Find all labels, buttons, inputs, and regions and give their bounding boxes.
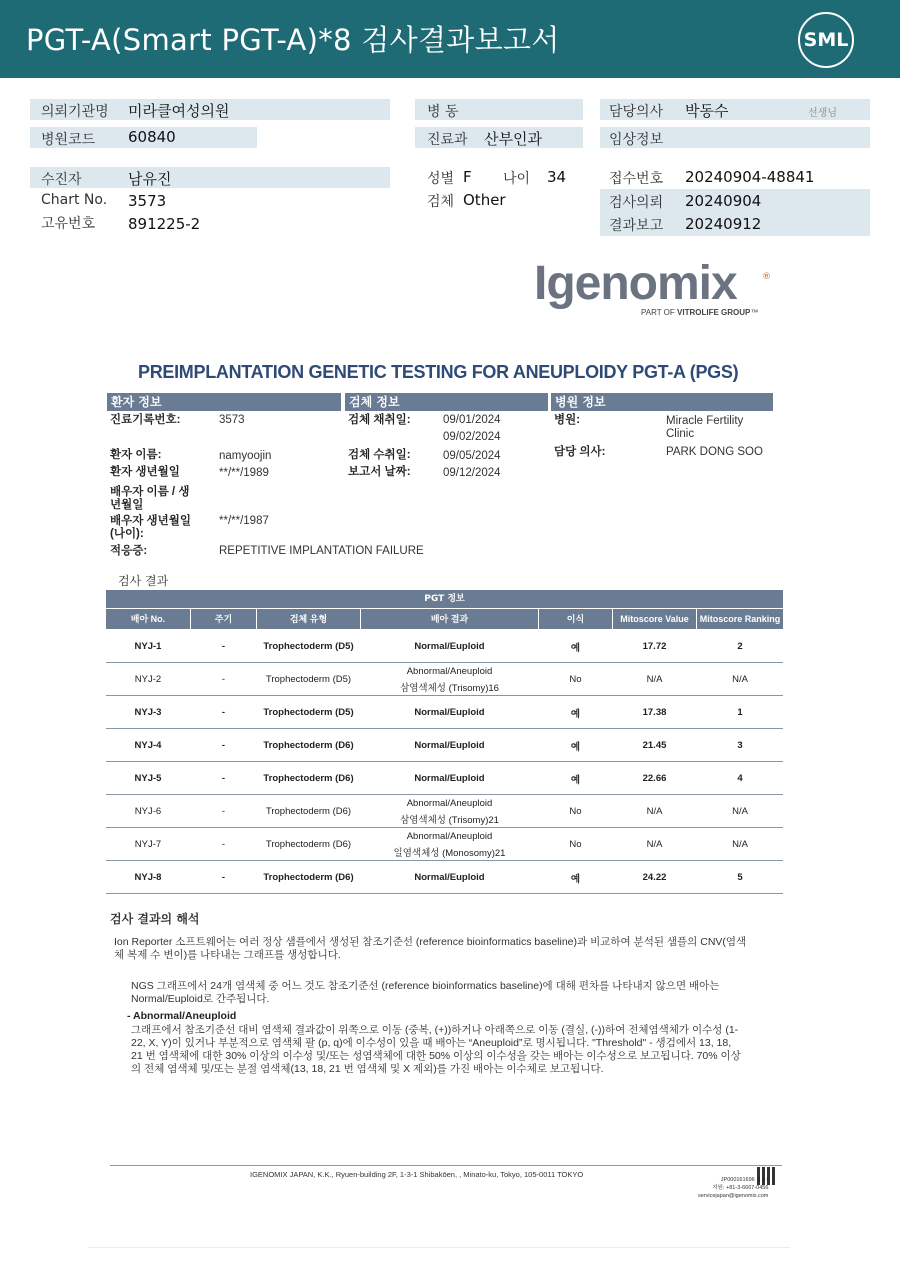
table-cell-transfer — [539, 861, 612, 894]
table-cell-type — [257, 729, 360, 762]
igenomix-reg-mark: ® — [762, 272, 771, 282]
patient-bar — [30, 167, 390, 188]
partner-dob-value: **/**/1987 — [219, 515, 269, 527]
institution-label: 의뢰기관명 — [41, 104, 109, 120]
collection-date-label: 검체 채취일: — [348, 414, 411, 426]
patient-name-label: 환자 이름: — [110, 449, 162, 461]
table-cell-transfer — [539, 696, 612, 729]
igenomix-subtitle — [641, 308, 758, 317]
table-cell-type — [257, 630, 360, 663]
table-row — [106, 828, 783, 861]
table-cell-value — [613, 630, 696, 663]
patient-label: 수진자 — [41, 172, 82, 188]
chart-no-label: Chart No. — [41, 192, 108, 208]
column-header: 배아 결과 — [361, 609, 538, 629]
medical-record-value: 3573 — [219, 414, 245, 426]
cell-text: N/A — [732, 674, 748, 685]
cell-text: - — [221, 773, 226, 784]
collection-date-value-1: 09/01/2024 — [443, 414, 501, 426]
dept-label: 진료과 — [427, 132, 468, 148]
interpretation-title: 검사 결과의 해석 — [110, 912, 200, 926]
cell-text: Normal/Euploid — [414, 707, 485, 718]
cell-text: Normal/Euploid — [414, 872, 485, 883]
page-title: PGT-A(Smart PGT-A)*8 검사결과보고서 — [26, 23, 560, 57]
cell-text: - — [221, 707, 226, 718]
patient-dob-value: **/**/1989 — [219, 467, 269, 479]
aneuploid-heading: - Abnormal/Aneuploid — [127, 1010, 237, 1022]
igenomix-sub-brand: VITROLIFE GROUP — [677, 308, 751, 317]
column-header: Mitoscore Value — [613, 609, 696, 629]
age-value: 34 — [547, 168, 567, 186]
sex-label: 성별 — [427, 171, 455, 187]
received-date-label: 검체 수취일: — [348, 449, 411, 461]
specimen-label: 검체 — [427, 194, 455, 210]
table-cell-cycle — [191, 696, 256, 729]
cell-text: Normal/Euploid — [414, 641, 485, 652]
hospital-value-1: Miracle Fertility — [666, 415, 744, 427]
collection-date-value-2: 09/02/2024 — [443, 431, 501, 443]
section-hospital-info: 병원 정보 — [551, 393, 773, 411]
cell-text: Abnormal/Aneuploid — [406, 797, 493, 809]
partner-name-label: 배우자 이름 / 생년월일 — [110, 486, 190, 511]
cell-text: 예 — [570, 642, 581, 654]
cell-text: N/A — [646, 806, 663, 817]
physician-label: 담당 의사: — [554, 446, 606, 458]
table-row — [106, 729, 783, 762]
cell-text: 5 — [737, 872, 743, 883]
cell-subtext: 삼염색체성 (Trisomy)16 — [400, 682, 499, 694]
cell-text: Trophectoderm (D6) — [265, 806, 352, 817]
cell-text: 예 — [570, 873, 581, 885]
table-cell-cycle — [191, 795, 256, 828]
table-cell-no — [106, 762, 190, 795]
report-date-value-en: 09/12/2024 — [443, 467, 501, 479]
cell-text: Trophectoderm (D5) — [263, 707, 354, 718]
footer-doc-id: JP000161696 — [720, 1177, 755, 1183]
table-cell-rank — [697, 861, 783, 894]
request-value: 20240904 — [685, 192, 762, 210]
table-cell-value — [613, 729, 696, 762]
table-cell-cycle — [191, 762, 256, 795]
table-cell-type — [257, 762, 360, 795]
cell-text: 예 — [570, 708, 581, 720]
table-cell-value — [613, 795, 696, 828]
table-cell-transfer — [539, 762, 612, 795]
table-cell-no — [106, 861, 190, 894]
receipt-value: 20240904-48841 — [685, 168, 815, 186]
request-label: 검사의뢰 — [609, 195, 664, 211]
table-cell-no — [106, 663, 190, 696]
cell-text: 2 — [737, 641, 743, 652]
sml-logo-text: SML — [803, 29, 849, 51]
table-cell-result — [361, 795, 538, 828]
report-date-value: 20240912 — [685, 215, 762, 233]
cell-text: 3 — [737, 740, 743, 751]
cell-text: 24.22 — [642, 872, 667, 883]
table-cell-transfer — [539, 795, 612, 828]
sml-logo — [798, 12, 854, 68]
cell-text: 17.72 — [642, 641, 667, 652]
table-cell-no — [106, 795, 190, 828]
patient-name-value: namyoojin — [219, 450, 272, 462]
hospital-code-label: 병원코드 — [41, 132, 96, 148]
hospital-value-2: Clinic — [666, 428, 695, 440]
doctor-value: 박동수 — [685, 102, 729, 120]
table-cell-transfer — [539, 663, 612, 696]
cell-text: Trophectoderm (D5) — [263, 641, 354, 652]
cell-text: Normal/Euploid — [414, 740, 485, 751]
column-header: Mitoscore Ranking — [697, 609, 783, 629]
table-cell-cycle — [191, 663, 256, 696]
column-header: 주기 — [191, 609, 256, 629]
doctor-label: 담당의사 — [609, 104, 664, 120]
cell-text: NYJ-6 — [134, 806, 162, 817]
cell-text: No — [569, 674, 582, 685]
table-cell-result — [361, 861, 538, 894]
table-cell-no — [106, 696, 190, 729]
hospital-label: 병원: — [554, 414, 581, 426]
table-cell-rank — [697, 696, 783, 729]
cell-text: Trophectoderm (D6) — [263, 740, 354, 751]
table-cell-rank — [697, 729, 783, 762]
cell-text: No — [569, 806, 582, 817]
table-cell-transfer — [539, 828, 612, 861]
results-label: 검사 결과 — [118, 574, 169, 588]
table-cell-type — [257, 795, 360, 828]
table-cell-type — [257, 828, 360, 861]
interpretation-paragraph-1: Ion Reporter 소프트웨어는 여러 정상 샘플에서 생성된 참조기준선 (reference bioinformatics baseline)과 비교하여 분석된 샘플의 CNV(염색체 복제 수 변이)를 나타내는 그래프를 생성합니다. — [114, 936, 747, 961]
table-cell-transfer — [539, 729, 612, 762]
cell-text: 1 — [737, 707, 743, 718]
institution-value: 미라클여성의원 — [128, 102, 230, 120]
footer-phone: 지원: +81-3-6667-0456 — [712, 1185, 769, 1191]
section-specimen-info: 검체 정보 — [345, 393, 548, 411]
sex-value: F — [463, 168, 472, 186]
received-date-value: 09/05/2024 — [443, 450, 501, 462]
cell-text: Trophectoderm (D5) — [265, 674, 352, 685]
column-header: 배아 No. — [106, 609, 190, 629]
cell-text: 21.45 — [642, 740, 667, 751]
cell-text: Abnormal/Aneuploid — [406, 665, 493, 677]
cell-text: NYJ-2 — [134, 674, 162, 685]
cell-text: NYJ-5 — [134, 773, 162, 784]
table-cell-result — [361, 729, 538, 762]
cell-text: NYJ-3 — [134, 707, 162, 718]
table-cell-result — [361, 762, 538, 795]
table-cell-rank — [697, 828, 783, 861]
partner-dob-label: 배우자 생년월일 (나이): — [110, 515, 191, 540]
cell-text: N/A — [732, 839, 748, 850]
cell-text: N/A — [646, 674, 663, 685]
cell-text: - — [221, 674, 226, 685]
table-cell-value — [613, 696, 696, 729]
hospital-code-value: 60840 — [128, 128, 176, 146]
igenomix-sub-tm: ™ — [750, 308, 759, 317]
cell-text: 예 — [570, 741, 581, 753]
table-cell-rank — [697, 663, 783, 696]
cell-text: 예 — [570, 774, 581, 786]
cell-text: - — [221, 740, 226, 751]
dept-value: 산부인과 — [484, 130, 542, 148]
table-row — [106, 861, 783, 894]
table-cell-cycle — [191, 861, 256, 894]
cell-text: Trophectoderm (D6) — [263, 872, 354, 883]
igenomix-logo: Igenomix — [534, 257, 737, 310]
page-bottom-line — [88, 1247, 790, 1248]
table-row — [106, 795, 783, 828]
column-header: 이식 — [539, 609, 612, 629]
footer-address: IGENOMIX JAPAN, K.K., Ryuen-building 2F, 1-3-1 Shibakōen, , Minato-ku, Tokyo, 105-0011 TOKYO — [250, 1170, 584, 1179]
qr-code-icon — [757, 1167, 775, 1185]
cell-subtext: 일염색체성 (Monosomy)21 — [393, 847, 506, 859]
footer-divider — [110, 1165, 782, 1166]
cell-text: Trophectoderm (D6) — [265, 839, 352, 850]
interpretation-paragraph-3: 그래프에서 참조기준선 대비 염색체 결과값이 위쪽으로 이동 (중복, (+))하거나 아래쪽으로 이동 (결실, (-))하여 전체염색체가 이수성 (1-22, X, Y)이 있거나 부분적으로 염색체 팔 (p, q)에 이수성이 있을 때 배아는 “Aneuploid”로 명시됩니다. "Threshold" - 생검에서 13, 18, 21 번 염색체에 대한 30% 이상의 이수성 및/또는 성염색체에 대한 50% 이상의 이수성을 갖는 배아는 이수성으로 보고됩니다. 70% 이상의 전체 염색체 및/또는 분절 염색체(13, 18, 21 번 염색체 및 X 제외)를 가진 배아는 이수체로 보고됩니다. — [131, 1024, 741, 1075]
table-cell-value — [613, 861, 696, 894]
report-date-label: 결과보고 — [609, 218, 664, 234]
cell-text: NYJ-7 — [134, 839, 162, 850]
cell-subtext: 삼염색체성 (Trisomy)21 — [400, 814, 499, 826]
cell-text: Normal/Euploid — [414, 773, 485, 784]
cell-text: 4 — [737, 773, 743, 784]
cell-text: 17.38 — [642, 707, 667, 718]
table-cell-no — [106, 729, 190, 762]
table-cell-type — [257, 663, 360, 696]
table-group-header: PGT 정보 — [106, 590, 783, 608]
cell-text: NYJ-1 — [134, 641, 162, 652]
cell-text: N/A — [732, 806, 748, 817]
table-cell-type — [257, 696, 360, 729]
cell-text: N/A — [646, 839, 663, 850]
table-cell-no — [106, 828, 190, 861]
table-row — [106, 663, 783, 696]
report-title: PREIMPLANTATION GENETIC TESTING FOR ANEUPLOIDY PGT-A (PGS) — [138, 362, 739, 382]
table-cell-value — [613, 663, 696, 696]
table-cell-rank — [697, 795, 783, 828]
table-row — [106, 762, 783, 795]
cell-text: No — [569, 839, 582, 850]
table-cell-cycle — [191, 828, 256, 861]
table-row — [106, 630, 783, 663]
cell-text: 22.66 — [642, 773, 667, 784]
cell-text: Trophectoderm (D6) — [263, 773, 354, 784]
cell-text: NYJ-8 — [134, 872, 162, 883]
table-cell-value — [613, 762, 696, 795]
cell-text: - — [221, 839, 226, 850]
cell-text: Abnormal/Aneuploid — [406, 830, 493, 842]
doctor-suffix: 선생님 — [808, 108, 837, 119]
igenomix-sub-prefix: PART OF — [641, 308, 678, 317]
table-cell-result — [361, 696, 538, 729]
table-cell-result — [361, 630, 538, 663]
receipt-label: 접수번호 — [609, 171, 664, 187]
clinical-label: 임상정보 — [609, 132, 664, 148]
cell-text: NYJ-4 — [134, 740, 162, 751]
age-label: 나이 — [503, 171, 531, 187]
patient-value: 남유진 — [128, 170, 172, 188]
table-row — [106, 696, 783, 729]
table-cell-rank — [697, 630, 783, 663]
table-cell-value — [613, 828, 696, 861]
column-header: 검체 유형 — [257, 609, 360, 629]
indication-value: REPETITIVE IMPLANTATION FAILURE — [219, 545, 424, 557]
medical-record-label: 진료기록번호: — [110, 414, 181, 426]
footer-email: servicejapan@igenomix.com — [698, 1193, 769, 1199]
chart-no-value: 3573 — [128, 192, 167, 210]
interpretation-paragraph-2: NGS 그래프에서 24개 염색체 중 어느 것도 참조기준선 (reference bioinformatics baseline)에 대해 편차를 나타내지 않으면 배아는 Normal/Euploid로 간주됩니다. — [131, 980, 720, 1005]
cell-text: - — [221, 872, 226, 883]
table-cell-rank — [697, 762, 783, 795]
table-cell-result — [361, 828, 538, 861]
report-date-label-en: 보고서 날짜: — [348, 466, 411, 478]
table-cell-no — [106, 630, 190, 663]
patient-dob-label: 환자 생년월일 — [110, 466, 180, 478]
section-patient-info: 환자 정보 — [107, 393, 341, 411]
indication-label: 적응증: — [110, 545, 148, 557]
table-cell-transfer — [539, 630, 612, 663]
cell-text: - — [221, 806, 226, 817]
specimen-value: Other — [463, 191, 506, 209]
unique-id-label: 고유번호 — [41, 216, 96, 232]
cell-text: - — [221, 641, 226, 652]
table-cell-result — [361, 663, 538, 696]
table-cell-cycle — [191, 630, 256, 663]
ward-label: 병 동 — [427, 104, 459, 120]
physician-value: PARK DONG SOO — [666, 446, 763, 458]
unique-id-value: 891225-2 — [128, 215, 201, 233]
table-cell-type — [257, 861, 360, 894]
table-cell-cycle — [191, 729, 256, 762]
